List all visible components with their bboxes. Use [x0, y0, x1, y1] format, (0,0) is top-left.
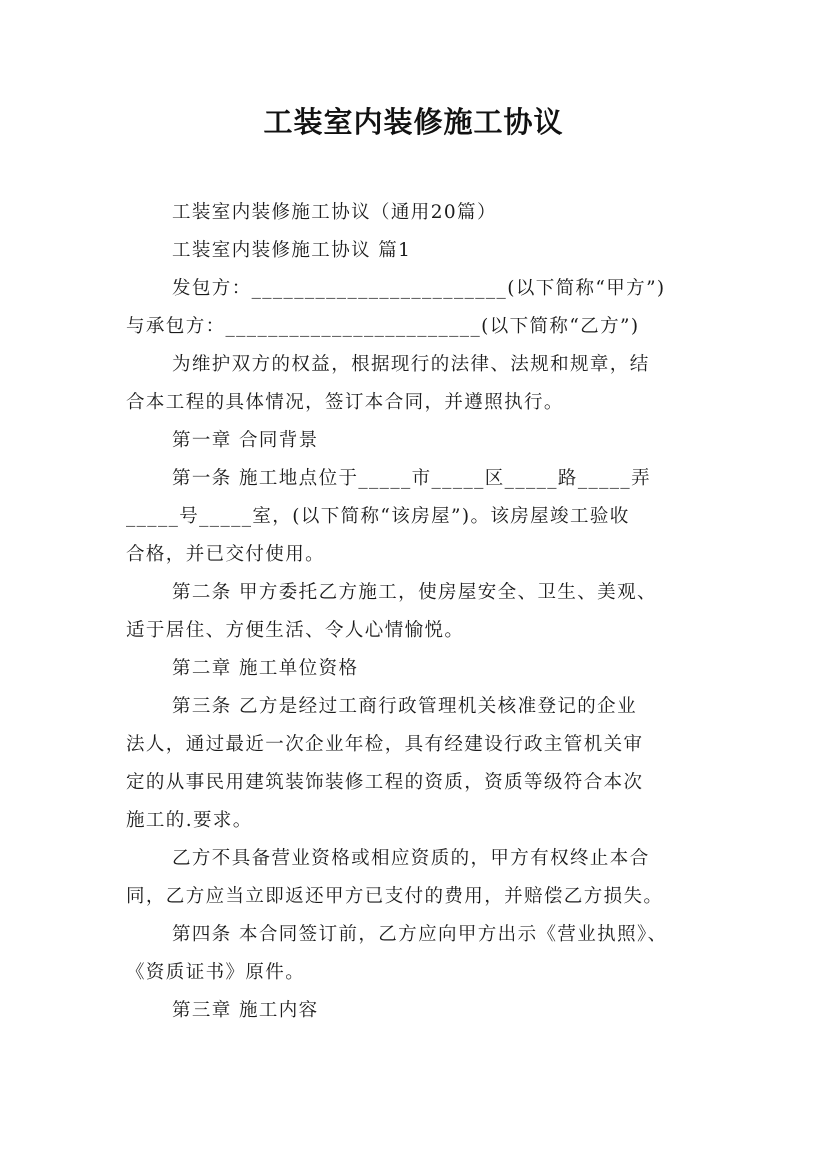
paragraph-line: 工装室内装修施工协议（通用20篇） — [172, 202, 497, 223]
paragraph-line: 定的从事民用建筑装饰装修工程的资质，资质等级符合本次 — [126, 772, 644, 793]
paragraph-line: 同，乙方应当立即返还甲方已支付的费用，并赔偿乙方损失。 — [126, 886, 664, 907]
paragraph-line: 法人，通过最近一次企业年检，具有经建设行政主管机关审 — [126, 734, 644, 755]
paragraph-line: 适于居住、方便生活、令人心情愉悦。 — [126, 620, 465, 641]
paragraph-line: 工装室内装修施工协议 篇1 — [172, 240, 412, 261]
paragraph-line: 合本工程的具体情况，签订本合同，并遵照执行。 — [126, 392, 564, 413]
paragraph-line: 合格，并已交付使用。 — [126, 544, 326, 565]
paragraph-line: 第三条 乙方是经过工商行政管理机关核准登记的企业 — [172, 696, 637, 717]
paragraph-line: 与承包方：________________________(以下简称“乙方”) — [126, 316, 640, 337]
document-title: 工装室内装修施工协议 — [263, 105, 564, 139]
paragraph-line: 第二条 甲方委托乙方施工，使房屋安全、卫生、美观、 — [172, 582, 657, 603]
paragraph-line: 施工的.要求。 — [126, 810, 253, 831]
paragraph-line: 发包方：________________________(以下简称“甲方”) — [172, 278, 666, 299]
paragraph-line: 乙方不具备营业资格或相应资质的，甲方有权终止本合 — [172, 848, 650, 869]
paragraph-line: 第三章 施工内容 — [172, 1000, 319, 1021]
paragraph-line: 为维护双方的权益，根据现行的法律、法规和规章，结 — [172, 354, 650, 375]
document-body — [126, 194, 706, 1030]
paragraph-line: _____号_____室，(以下简称“该房屋”)。该房屋竣工验收 — [126, 506, 630, 527]
paragraph-line: 《资质证书》原件。 — [126, 962, 306, 983]
paragraph-line: 第一条 施工地点位于_____市_____区_____路_____弄 — [172, 468, 651, 489]
paragraph-line: 第二章 施工单位资格 — [172, 658, 359, 679]
paragraph-line: 第一章 合同背景 — [172, 430, 319, 451]
paragraph-line: 第四条 本合同签订前，乙方应向甲方出示《营业执照》、 — [172, 924, 668, 945]
